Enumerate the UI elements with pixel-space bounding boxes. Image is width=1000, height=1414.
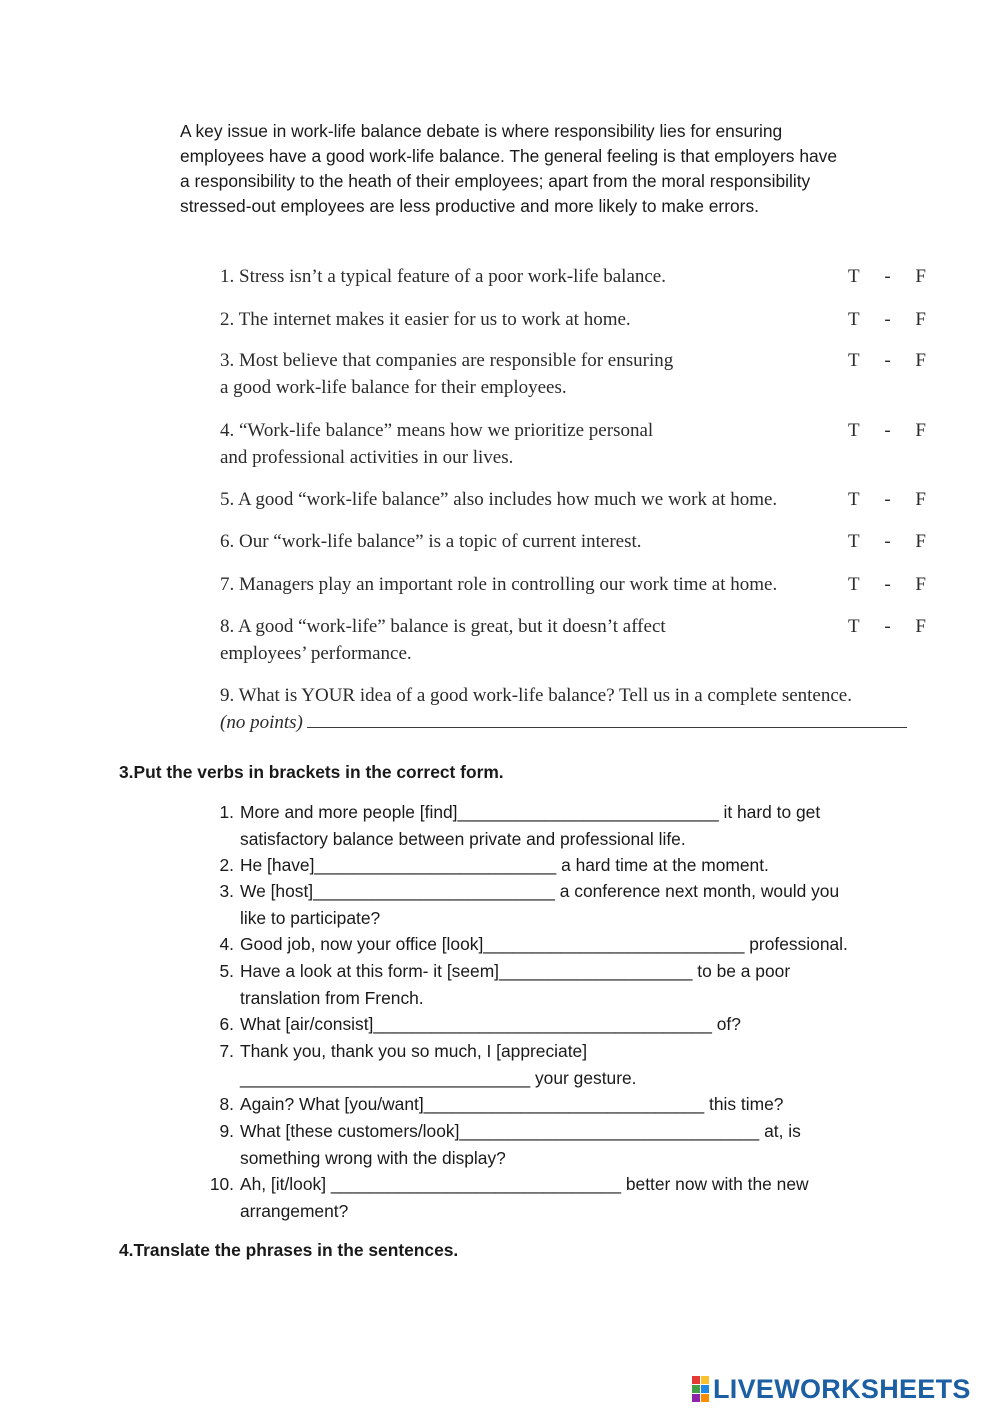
logo-cell [692,1394,700,1402]
list-line: What [these customers/look]_______________________________ at, is [240,1121,801,1141]
list-number: 1. [219,802,234,822]
list-line: Good job, now your office [look]___________________________ professional. [240,934,848,954]
tf-choice[interactable] [848,417,926,444]
list-text[interactable] [240,1011,890,1038]
list-number: 9. [219,1121,234,1141]
list-line: something wrong with the display? [240,1147,506,1168]
tf-choice[interactable] [848,347,926,374]
logo-cell [692,1376,700,1384]
tf-statement-line: and professional activities in our lives. [220,447,514,468]
list-line: Again? What [you/want]_____________________________ this time? [240,1094,784,1114]
tf-choice[interactable] [848,571,926,598]
dash: - [884,309,891,330]
logo-cell [701,1376,709,1384]
false-option[interactable]: F [915,616,926,637]
list-line: What [air/consist]___________________________________ of? [240,1014,741,1034]
false-option[interactable]: F [915,531,926,552]
list-text[interactable] [240,1091,890,1118]
true-option[interactable]: T [848,616,860,637]
intro-paragraph [180,119,880,219]
list-line: arrangement? [240,1200,349,1221]
logo-mark-icon [692,1376,709,1402]
true-false-exercise [208,232,938,742]
dash: - [884,574,891,595]
dash: - [884,616,891,637]
tf-statement: 6. Our “work-life balance” is a topic of current interest. [220,531,642,552]
list-number: 3. [219,881,234,901]
list-number: 8. [219,1094,234,1114]
tf-statement [220,347,673,401]
list-line: translation from French. [240,987,424,1008]
true-option[interactable]: T [848,574,860,595]
section-4-title: 4.Translate the phrases in the sentences. [119,1240,459,1260]
dash: - [884,266,891,287]
list-line: We [host]_________________________ a conference next month, would you [240,881,840,901]
list-text[interactable] [240,958,890,1011]
open-question-line: 9. What is YOUR idea of a good work-life balance? Tell us in a complete sentence. [220,685,852,706]
tf-choice[interactable] [848,613,926,640]
intro-line: employees have a good work-life balance. The general feeling is that employers have [180,146,838,166]
dash: - [884,489,891,510]
dash: - [884,420,891,441]
tf-statement: 7. Managers play an important role in controlling our work time at home. [220,574,778,595]
intro-line: A key issue in work-life balance debate is where responsibility lies for ensuring [180,121,783,141]
logo-cell [692,1385,700,1393]
true-option[interactable]: T [848,309,860,330]
section-3-title: 3.Put the verbs in brackets in the correct form. [119,762,504,782]
false-option[interactable]: F [915,574,926,595]
list-text[interactable] [240,1118,890,1171]
list-text[interactable] [240,1038,890,1091]
tf-statement: 2. The internet makes it easier for us to work at home. [220,309,631,330]
tf-choice[interactable] [848,263,926,290]
list-line: ______________________________ your gesture. [240,1067,637,1088]
list-number: 10. [209,1174,234,1194]
false-option[interactable]: F [915,489,926,510]
list-text[interactable] [240,852,890,879]
false-option[interactable]: F [915,420,926,441]
list-number: 4. [219,934,234,954]
tf-statement-line: employees’ performance. [220,643,412,664]
tf-statement: 5. A good “work-life balance” also includes how much we work at home. [220,489,778,510]
logo-cell [701,1385,709,1393]
intro-line: stressed-out employees are less productive and more likely to make errors. [180,196,759,216]
list-line: Have a look at this form- it [seem]____________________ to be a poor [240,961,791,981]
false-option[interactable]: F [915,350,926,371]
list-line: He [have]_________________________ a hard time at the moment. [240,855,769,875]
tf-choice[interactable] [848,528,926,555]
tf-statement-line: a good work-life balance for their employees. [220,377,567,398]
false-option[interactable]: F [915,309,926,330]
list-line: like to participate? [240,907,381,928]
list-line: Thank you, thank you so much, I [appreciate] [240,1041,588,1061]
cropped-header-line [220,236,720,243]
open-question-answer-row [220,709,925,736]
true-option[interactable]: T [848,266,860,287]
tf-choice[interactable] [848,306,926,333]
no-points-note: (no points) [220,712,303,733]
answer-blank[interactable] [307,709,907,728]
tf-statement-line: 4. “Work-life balance” means how we prioritize personal [220,420,654,441]
dash: - [884,531,891,552]
list-line: Ah, [it/look] ______________________________ better now with the new [240,1174,809,1194]
intro-line: a responsibility to the heath of their employees; apart from the moral responsibility [180,171,811,191]
tf-statement [220,417,653,471]
dash: - [884,350,891,371]
true-option[interactable]: T [848,420,860,441]
list-number: 7. [219,1041,234,1061]
true-option[interactable]: T [848,489,860,510]
list-text[interactable] [240,799,890,852]
list-text[interactable] [240,1171,890,1224]
false-option[interactable]: F [915,266,926,287]
tf-statement: 1. Stress isn’t a typical feature of a poor work-life balance. [220,266,666,287]
liveworksheets-logo [692,1372,971,1406]
list-number: 6. [219,1014,234,1034]
tf-statement [220,613,666,667]
list-line: More and more people [find]___________________________ it hard to get [240,802,821,822]
list-number: 5. [219,961,234,981]
logo-cell [701,1394,709,1402]
list-number: 2. [219,855,234,875]
true-option[interactable]: T [848,531,860,552]
brand-name: LIVEWORKSHEETS [713,1373,971,1404]
open-question [220,682,925,736]
list-text[interactable] [240,931,890,958]
list-line: satisfactory balance between private and professional life. [240,828,686,849]
tf-choice[interactable] [848,486,926,513]
list-text[interactable] [240,878,890,931]
tf-statement-line: 8. A good “work-life” balance is great, but it doesn’t affect [220,616,666,637]
true-option[interactable]: T [848,350,860,371]
tf-statement-line: 3. Most believe that companies are responsible for ensuring [220,350,674,371]
